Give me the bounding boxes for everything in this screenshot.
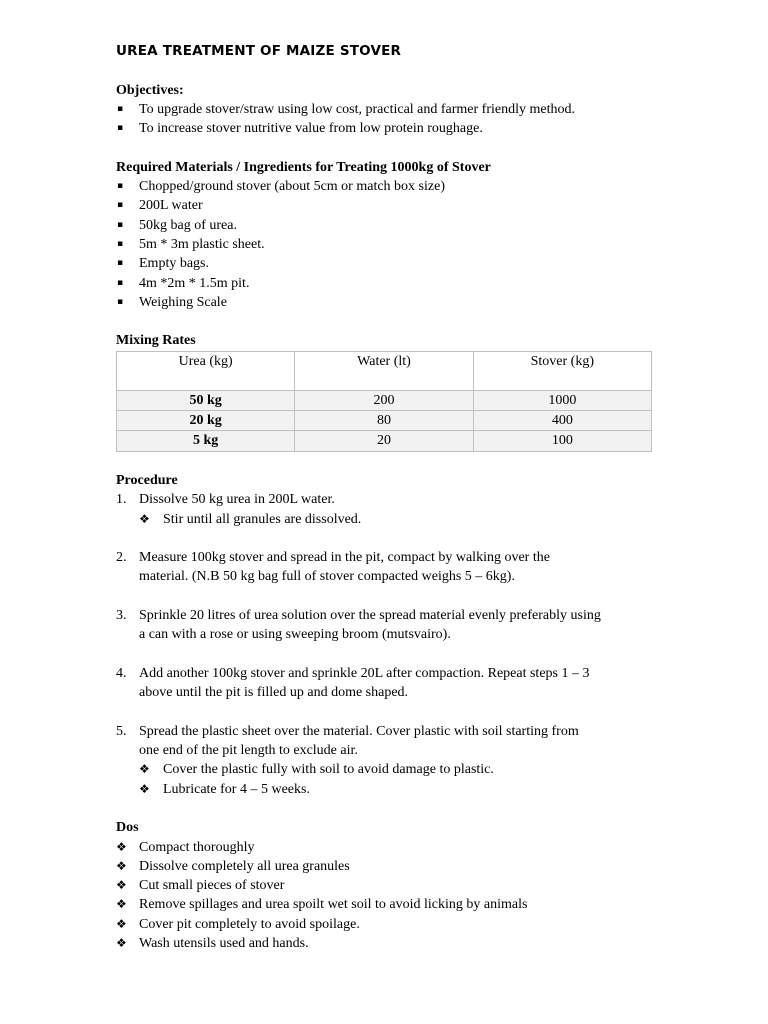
spacer bbox=[116, 529, 656, 548]
mixing-rates-table bbox=[116, 351, 652, 452]
objectives-list bbox=[116, 100, 656, 139]
four-diamond-bullet-icon: ❖ bbox=[116, 897, 127, 912]
mixing-heading: Mixing Rates bbox=[116, 333, 196, 349]
table-cell: 80 bbox=[295, 411, 473, 431]
square-bullet-icon: ▪ bbox=[117, 181, 124, 192]
table-cell: 1000 bbox=[473, 390, 651, 410]
material-text: 4m *2m * 1.5m pit. bbox=[139, 275, 250, 291]
four-diamond-bullet-icon: ❖ bbox=[116, 878, 127, 893]
list-item bbox=[116, 915, 656, 934]
step-number: 2. bbox=[116, 550, 127, 566]
square-bullet-icon: ▪ bbox=[117, 258, 124, 269]
list-item bbox=[116, 177, 656, 196]
spacer bbox=[116, 312, 656, 331]
spacer bbox=[116, 645, 656, 664]
list-item bbox=[116, 857, 656, 876]
square-bullet-icon: ▪ bbox=[117, 238, 124, 249]
table-cell: 200 bbox=[295, 390, 473, 410]
objective-text: To upgrade stover/straw using low cost, practical and farmer friendly method. bbox=[139, 101, 575, 117]
dos-text: Remove spillages and urea spoilt wet soil to avoid licking by animals bbox=[139, 897, 528, 913]
material-text: Weighing Scale bbox=[139, 294, 227, 310]
dos-text: Dissolve completely all urea granules bbox=[139, 858, 350, 874]
objective-text: To increase stover nutritive value from low protein roughage. bbox=[139, 121, 483, 137]
material-text: Chopped/ground stover (about 5cm or match box size) bbox=[139, 179, 445, 195]
material-text: 200L water bbox=[139, 198, 203, 214]
spacer bbox=[116, 703, 656, 722]
list-item bbox=[116, 100, 656, 119]
objectives-heading: Objectives: bbox=[116, 82, 184, 98]
table-cell: 50 kg bbox=[117, 390, 295, 410]
step-text: material. (N.B 50 kg bag full of stover compacted weighs 5 – 6kg). bbox=[139, 569, 515, 585]
procedure-step bbox=[116, 664, 656, 703]
four-diamond-bullet-icon: ❖ bbox=[139, 762, 150, 777]
substep-text: Cover the plastic fully with soil to avoid damage to plastic. bbox=[163, 762, 494, 778]
materials-list bbox=[116, 177, 656, 312]
square-bullet-icon: ▪ bbox=[117, 277, 124, 288]
list-item bbox=[116, 119, 656, 138]
four-diamond-bullet-icon: ❖ bbox=[116, 858, 127, 873]
table-cell: 20 kg bbox=[117, 411, 295, 431]
dos-list bbox=[116, 838, 656, 954]
procedure-step bbox=[116, 606, 656, 645]
four-diamond-bullet-icon: ❖ bbox=[139, 781, 150, 796]
material-text: 5m * 3m plastic sheet. bbox=[139, 236, 265, 252]
four-diamond-bullet-icon: ❖ bbox=[116, 916, 127, 931]
materials-heading: Required Materials / Ingredients for Treating 1000kg of Stover bbox=[116, 159, 491, 175]
material-text: 50kg bag of urea. bbox=[139, 217, 237, 233]
material-text: Empty bags. bbox=[139, 256, 209, 272]
list-item bbox=[116, 838, 656, 857]
procedure-substep bbox=[116, 510, 656, 529]
square-bullet-icon: ▪ bbox=[117, 219, 124, 230]
square-bullet-icon: ▪ bbox=[117, 103, 124, 114]
step-text: Spread the plastic sheet over the material. Cover plastic with soil starting from bbox=[139, 723, 579, 739]
list-item bbox=[116, 235, 656, 254]
dos-heading: Dos bbox=[116, 820, 139, 836]
list-item bbox=[116, 293, 656, 312]
table-cell: 5 kg bbox=[117, 431, 295, 451]
step-text: one end of the pit length to exclude air. bbox=[139, 743, 358, 759]
procedure-heading: Procedure bbox=[116, 472, 178, 488]
list-item bbox=[116, 254, 656, 273]
list-item bbox=[116, 876, 656, 895]
procedure-step bbox=[116, 490, 656, 509]
procedure-step bbox=[116, 722, 656, 761]
dos-text: Cut small pieces of stover bbox=[139, 878, 285, 894]
column-header-urea: Urea (kg) bbox=[117, 351, 295, 390]
four-diamond-bullet-icon: ❖ bbox=[139, 511, 150, 526]
step-text: Dissolve 50 kg urea in 200L water. bbox=[139, 492, 335, 508]
document-title: UREA TREATMENT OF MAIZE STOVER bbox=[116, 43, 402, 59]
spacer bbox=[116, 138, 656, 157]
step-number: 4. bbox=[116, 665, 127, 681]
square-bullet-icon: ▪ bbox=[117, 123, 124, 134]
column-header-water: Water (lt) bbox=[295, 351, 473, 390]
four-diamond-bullet-icon: ❖ bbox=[116, 839, 127, 854]
four-diamond-bullet-icon: ❖ bbox=[116, 936, 127, 951]
list-item bbox=[116, 934, 656, 953]
square-bullet-icon: ▪ bbox=[117, 296, 124, 307]
step-text: Sprinkle 20 litres of urea solution over the spread material evenly preferably using bbox=[139, 608, 601, 624]
dos-text: Compact thoroughly bbox=[139, 839, 255, 855]
table-row bbox=[117, 431, 652, 451]
procedure-substep bbox=[116, 780, 656, 799]
step-number: 3. bbox=[116, 608, 127, 624]
step-text: a can with a rose or using sweeping broom (mutsvairo). bbox=[139, 627, 451, 643]
list-item bbox=[116, 196, 656, 215]
table-cell: 100 bbox=[473, 431, 651, 451]
spacer bbox=[116, 61, 656, 80]
substep-text: Lubricate for 4 – 5 weeks. bbox=[163, 781, 310, 797]
step-text: Measure 100kg stover and spread in the pit, compact by walking over the bbox=[139, 550, 550, 566]
step-text: above until the pit is filled up and dome shaped. bbox=[139, 685, 409, 701]
step-number: 5. bbox=[116, 723, 127, 739]
substep-text: Stir until all granules are dissolved. bbox=[163, 511, 362, 527]
table-header-row bbox=[117, 351, 652, 390]
table-row bbox=[117, 390, 652, 410]
square-bullet-icon: ▪ bbox=[117, 200, 124, 211]
dos-text: Wash utensils used and hands. bbox=[139, 936, 309, 952]
column-header-stover: Stover (kg) bbox=[473, 351, 651, 390]
table-row bbox=[117, 411, 652, 431]
list-item bbox=[116, 895, 656, 914]
procedure-list bbox=[116, 490, 656, 799]
spacer bbox=[116, 452, 656, 471]
table-cell: 20 bbox=[295, 431, 473, 451]
table-cell: 400 bbox=[473, 411, 651, 431]
step-number: 1. bbox=[116, 492, 127, 508]
document-page bbox=[116, 42, 656, 953]
dos-text: Cover pit completely to avoid spoilage. bbox=[139, 916, 360, 932]
list-item bbox=[116, 274, 656, 293]
spacer bbox=[116, 587, 656, 606]
procedure-step bbox=[116, 548, 656, 587]
spacer bbox=[116, 799, 656, 818]
procedure-substep bbox=[116, 760, 656, 779]
step-text: Add another 100kg stover and sprinkle 20L after compaction. Repeat steps 1 – 3 bbox=[139, 665, 590, 681]
list-item bbox=[116, 216, 656, 235]
